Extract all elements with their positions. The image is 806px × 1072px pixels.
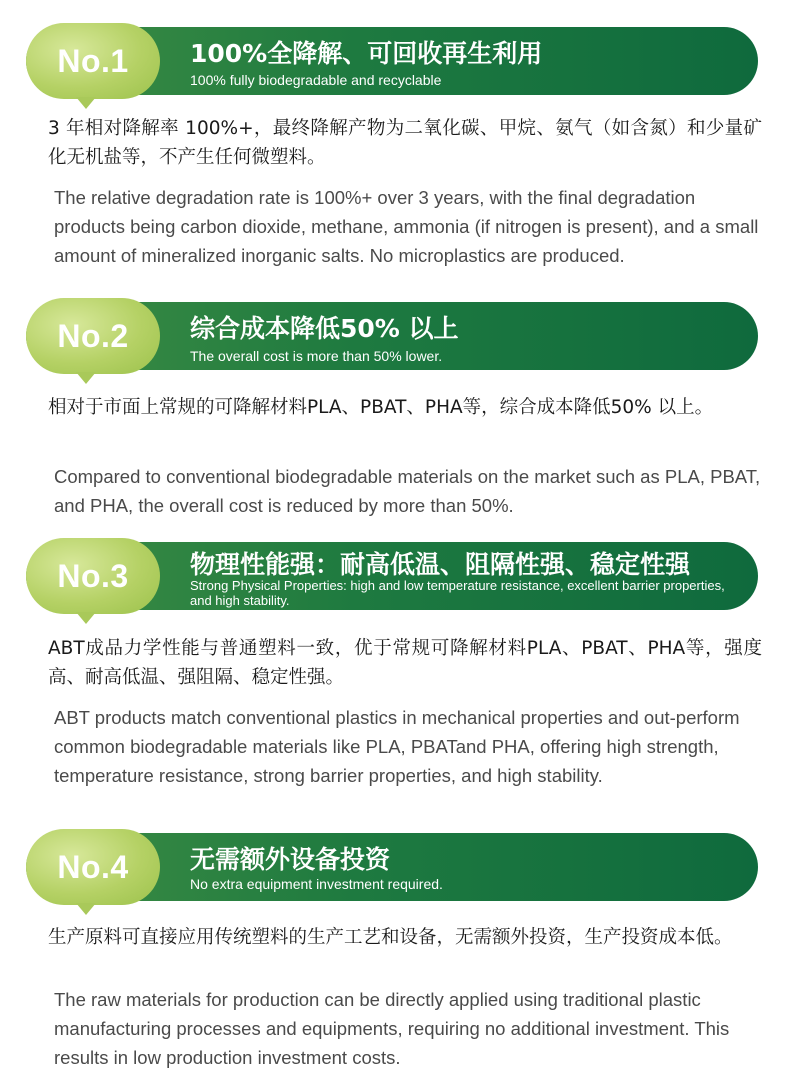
section-title-en: The overall cost is more than 50% lower. xyxy=(190,348,443,364)
section-title-en: 100% fully biodegradable and recyclable xyxy=(190,72,442,88)
number-badge: No.1 xyxy=(26,23,160,99)
section-body-zh: ABT成品力学性能与普通塑料一致，优于常规可降解材料PLA、PBAT、PHA等，强度高、耐高低温、强阻隔、稳定性强。 xyxy=(48,638,762,688)
section-body-en: The raw materials for production can be directly applied using traditional plastic manufacturing processes and equipments, requiring no additional investment. This results in low production investment costs. xyxy=(54,989,730,1068)
number-badge: No.4 xyxy=(26,829,160,905)
section-body-zh: 相对于市面上常规的可降解材料PLA、PBAT、PHA等，综合成本降低50% 以上。 xyxy=(48,397,714,418)
section-title-en: No extra equipment investment required. xyxy=(190,876,443,892)
badge-pointer xyxy=(76,903,96,915)
section-body-en: The relative degradation rate is 100%+ over 3 years, with the final degradation products being carbon dioxide, methane, ammonia (if nitrogen is present), and a small amount of mineralized inorganic salts. No microplastics are produced. xyxy=(54,187,759,266)
number-badge: No.3 xyxy=(26,538,160,614)
section-body-en: ABT products match conventional plastics in mechanical properties and out-perform common biodegradable materials like PLA, PBATand PHA, offering high strength, temperature resistance, strong barrier properties, and high stability. xyxy=(54,707,740,786)
badge-pointer xyxy=(76,372,96,384)
badge-pointer xyxy=(76,97,96,109)
section-title-zh: 综合成本降低50% 以上 xyxy=(190,314,459,343)
section-title-zh: 100%全降解、可回收再生利用 xyxy=(190,39,543,68)
section-body-zh: 生产原料可直接应用传统塑料的生产工艺和设备，无需额外投资，生产投资成本低。 xyxy=(48,927,733,948)
section-body-zh: 3 年相对降解率 100%+，最终降解产物为二氧化碳、甲烷、氨气（如含氮）和少量矿化无机盐等，不产生任何微塑料。 xyxy=(48,118,762,168)
section-body-en: Compared to conventional biodegradable materials on the market such as PLA, PBAT, and PHA, the overall cost is reduced by more than 50%. xyxy=(54,466,761,516)
section-title-en: Strong Physical Properties: high and low temperature resistance, excellent barrier properties, and high stability. xyxy=(190,578,725,608)
section-title-zh: 无需额外设备投资 xyxy=(190,845,391,874)
badge-pointer xyxy=(76,612,96,624)
section-title-zh: 物理性能强：耐高低温、阻隔性强、稳定性强 xyxy=(190,550,691,579)
number-badge: No.2 xyxy=(26,298,160,374)
